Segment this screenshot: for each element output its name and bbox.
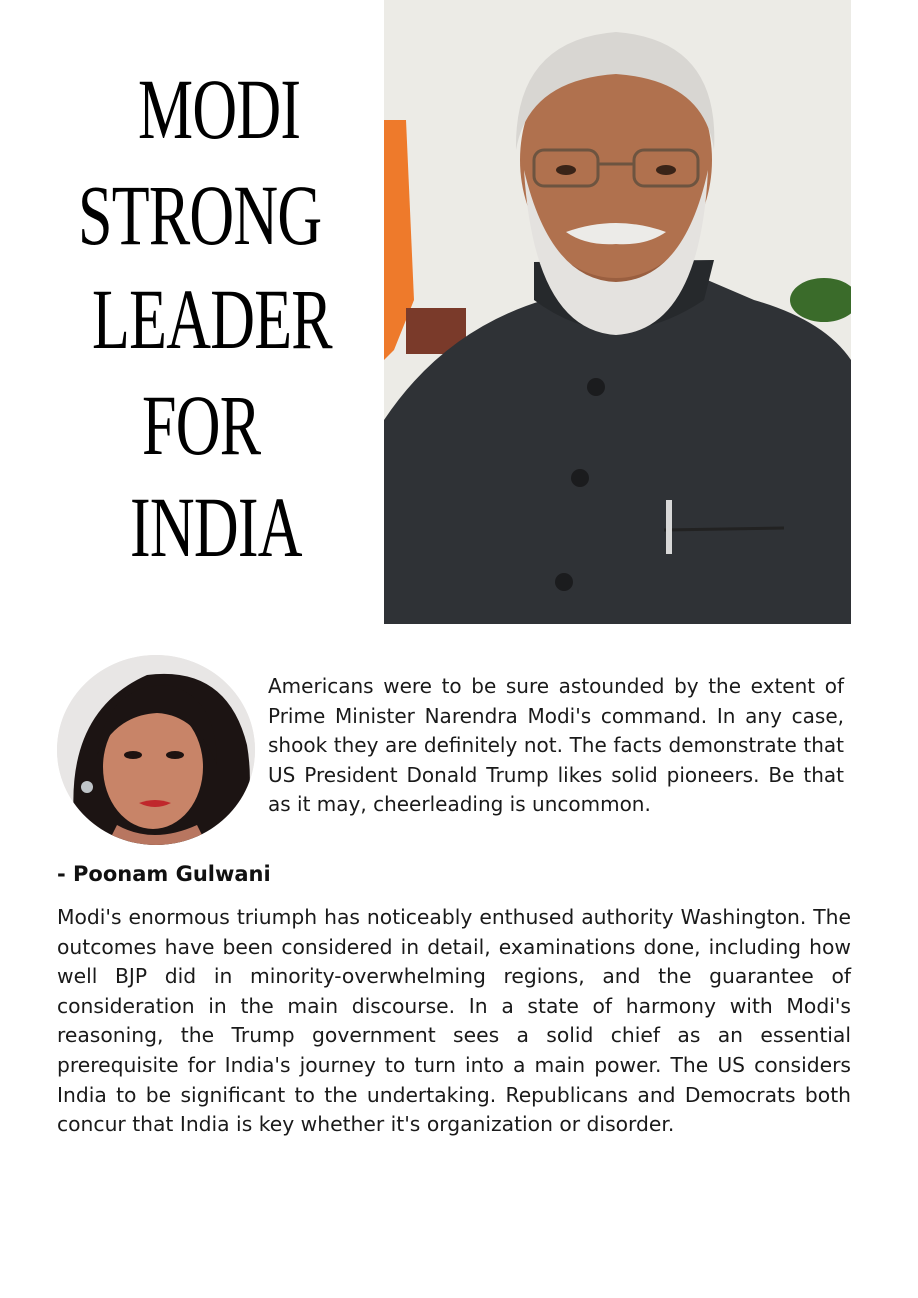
author-avatar xyxy=(57,655,255,845)
headline-line-1: MODI xyxy=(138,61,301,157)
author-name: - Poonam Gulwani xyxy=(57,862,271,886)
article-body: Modi's enormous triumph has noticeably enthused authority Washington. The outcomes have been considered in detail, examinations done, including how well BJP did in minority-overwhelming regions, and the guarantee of consideration in the main discourse. In a state of harmony with Modi's reasoning, the Trump government sees a solid chief as an essential prerequisite for India's journey to turn into a main power. The US considers India to be significant to the undertaking. Republicans and Democrats both concur that India is key whether it's organization or disorder. xyxy=(57,905,851,1137)
pull-quote: Americans were to be sure astounded by the extent of Prime Minister Narendra Modi's command. In any case, shook they are definitely not. The facts demonstrate that US President Donald Trump likes solid pioneers. Be that as it may, cheerleading is uncommon. xyxy=(268,674,844,816)
headline-line-3: LEADER xyxy=(92,271,332,367)
headline-line-2: STRONG xyxy=(78,167,322,263)
portrait-photo xyxy=(384,0,851,624)
headline-line-5: INDIA xyxy=(130,479,302,575)
headline-line-4: FOR xyxy=(142,377,261,473)
